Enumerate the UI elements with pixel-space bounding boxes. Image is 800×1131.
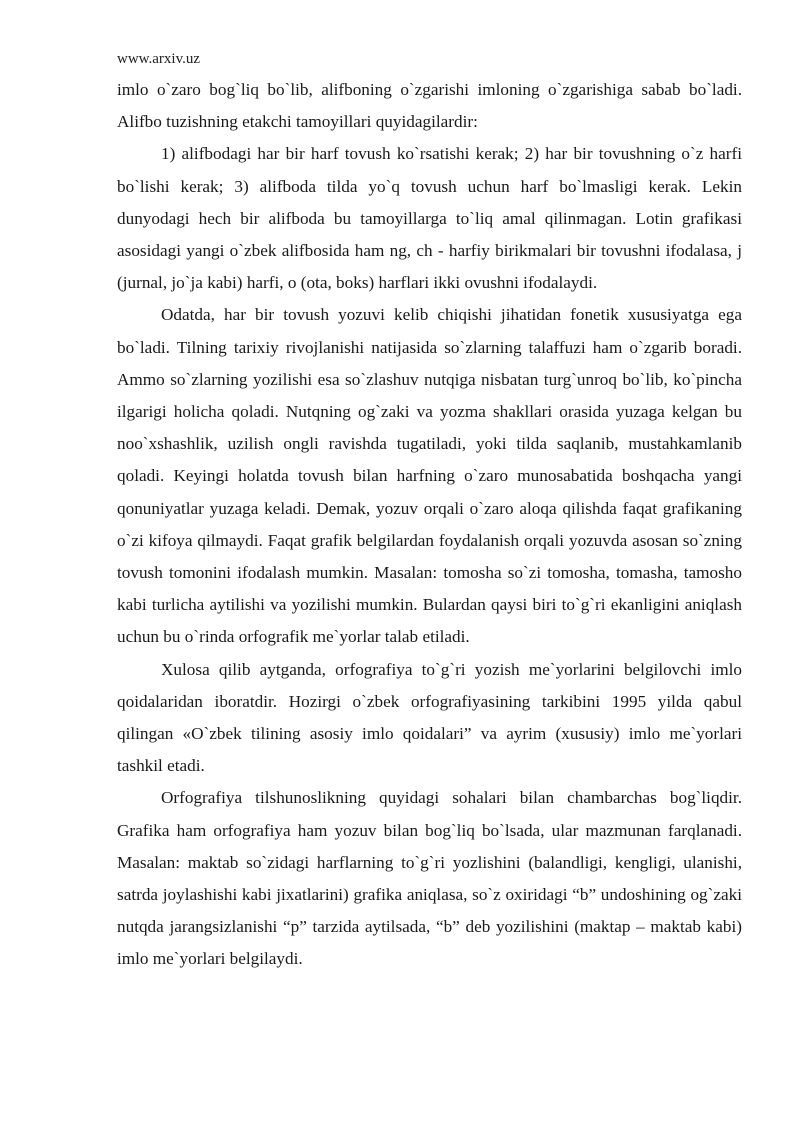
- paragraph-orthography-relations: Orfografiya tilshunoslikning quyidagi sohalari bilan chambarchas bog`liqdir. Grafika ham orfografiya ham yozuv bilan bog`liq bo`lsada, ular mazmunan farqlanadi. Masalan: maktab so`zidagi harflarning to`g`ri yozlishini (balandligi, kengligi, ulanishi, satrda joylashishi kabi jixatlarini) grafika aniqlasa, so`z oxiridagi “b” undoshining og`zaki nutqda jarangsizlanishi “p” tarzida aytilsada, “b” deb yozilishini (maktap – maktab kabi) imlo me`yorlari belgilaydi.: [117, 788, 742, 969]
- paragraph-continuation: imlo o`zaro bog`liq bo`lib, alifboning o`zgarishi imloning o`zgarishiga sabab bo`ladi. Alifbo tuzishning etakchi tamoyillari quyidagilardir:: [117, 80, 742, 132]
- paragraph-alphabet-principles: 1) alifbodagi har bir harf tovush ko`rsatishi kerak; 2) har bir tovushning o`z harfi bo`lishi kerak; 3) alifboda tilda yo`q tovush uchun harf bo`lmasligi kerak. Lekin dunyodagi hech bir alifboda bu tamoyillarga to`liq amal qilinmagan. Lotin grafikasi asosidagi yangi o`zbek alifbosida ham ng, ch - harfiy birikmalari bir tovushni ifodalasa, j (jurnal, jo`ja kabi) harfi, o (ota, boks) harflari ikki ovushni ifodalaydi.: [117, 144, 742, 293]
- paragraph-phonetic-nature: Odatda, har bir tovush yozuvi kelib chiqishi jihatidan fonetik xususiyatga ega bo`ladi. Tilning tarixiy rivojlanishi natijasida so`zlarning talaffuzi ham o`zgarib boradi. Ammo so`zlarning yozilishi esa so`zlashuv nutqiga nisbatan turg`unroq bo`lib, ko`pincha ilgarigi holicha qoladi. Nutqning og`zaki va yozma shakllari orasida yuzaga kelgan bu noo`xshashlik, uzilish ongli ravishda tugatiladi, yoki tilda saqlanib, mustahkamlanib qoladi. Keyingi holatda tovush bilan harfning o`zaro munosabatida boshqacha yangi qonuniyatlar yuzaga keladi. Demak, yozuv orqali o`zaro aloqa qilishda faqat grafikaning o`zi kifoya qilmaydi. Faqat grafik belgilardan foydalanish orqali yozuvda asosan so`zning tovush tomonini ifodalash mumkin. Masalan: tomosha so`zi tomosha, tomasha, tamosho kabi turlicha aytilishi va yozilishi mumkin. Bulardan qaysi biri to`g`ri ekanligini aniqlash uchun bu o`rinda orfografik me`yorlar talab etiladi.: [117, 305, 742, 647]
- source-url: www.arxiv.uz: [117, 51, 201, 67]
- body-text: [117, 74, 742, 976]
- paragraph-conclusion: Xulosa qilib aytganda, orfografiya to`g`ri yozish me`yorlarini belgilovchi imlo qoidalaridan iboratdir. Hozirgi o`zbek orfografiyasining tarkibini 1995 yilda qabul qilingan «O`zbek tilining asosiy imlo qoidalari” va ayrim (xususiy) imlo me`yorlari tashkil etadi.: [117, 659, 742, 776]
